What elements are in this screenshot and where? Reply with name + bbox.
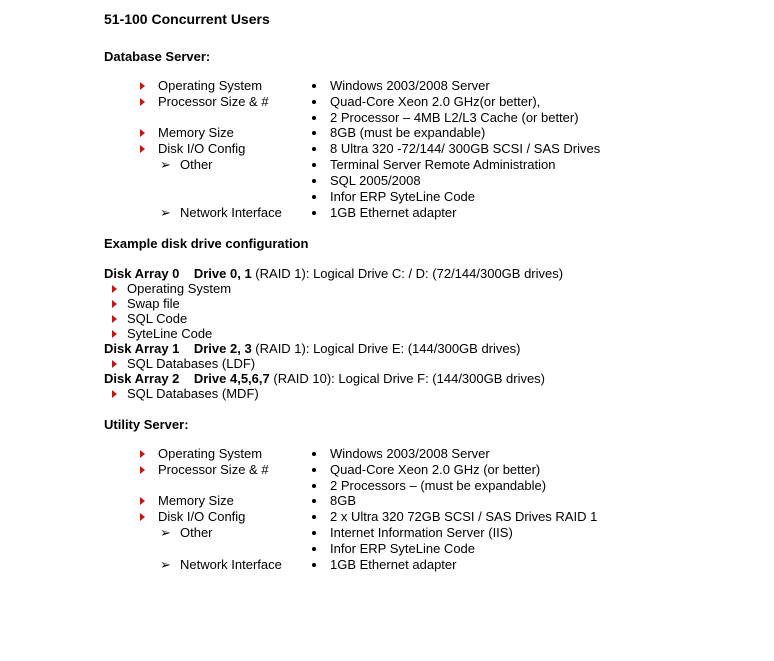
util-label-memory: Memory Size xyxy=(158,493,234,508)
bullet-dot-icon xyxy=(312,163,316,167)
bullet-dot-icon xyxy=(312,131,316,135)
bullet-dot-icon xyxy=(312,563,316,567)
util-value-processor: Quad-Core Xeon 2.0 GHz (or better) xyxy=(330,462,541,477)
bullet-dot-icon xyxy=(312,211,316,215)
util-value-os: Windows 2003/2008 Server xyxy=(330,446,490,461)
disk-array-2-name: Disk Array 2 xyxy=(104,371,180,386)
disk-config-heading: Example disk drive configuration xyxy=(104,236,309,251)
util-label-processor: Processor Size & # xyxy=(158,462,269,477)
util-label-disk: Disk I/O Config xyxy=(158,509,246,524)
triangle-bullet-icon xyxy=(140,145,145,153)
util-value-iis: Internet Information Server (IIS) xyxy=(330,525,513,540)
util-value-processors: 2 Processors – (must be expandable) xyxy=(330,478,547,493)
bullet-dot-icon xyxy=(312,468,316,472)
disk-array-0-name: Disk Array 0 xyxy=(104,266,180,281)
disk-array-0-desc: (RAID 1): Logical Drive C: / D: (72/144/300GB drives) xyxy=(251,266,564,281)
util-value-network: 1GB Ethernet adapter xyxy=(330,557,457,572)
bullet-dot-icon xyxy=(312,484,316,488)
bullet-dot-icon xyxy=(312,147,316,151)
db-label-processor: Processor Size & # xyxy=(158,94,269,109)
triangle-bullet-icon xyxy=(140,513,145,521)
utility-server-heading: Utility Server: xyxy=(104,417,189,432)
bullet-dot-icon xyxy=(312,84,316,88)
page-title: 51-100 Concurrent Users xyxy=(104,11,270,27)
triangle-bullet-icon xyxy=(140,450,145,458)
db-value-sql: SQL 2005/2008 xyxy=(330,173,421,188)
util-label-os: Operating System xyxy=(158,446,263,461)
disk-array-2-line xyxy=(104,371,545,387)
database-server-heading: Database Server: xyxy=(104,49,211,64)
db-label-network: Network Interface xyxy=(180,205,282,220)
db-value-network: 1GB Ethernet adapter xyxy=(330,205,457,220)
triangle-bullet-icon xyxy=(140,497,145,505)
triangle-bullet-icon xyxy=(112,360,117,368)
triangle-bullet-icon xyxy=(112,315,117,323)
disk-array-0-drives: Drive 0, 1 xyxy=(193,266,252,281)
db-label-os: Operating System xyxy=(158,78,263,93)
arrow-bullet-icon: ➢ xyxy=(160,205,171,220)
triangle-bullet-icon xyxy=(112,300,117,308)
util-value-syteline: Infor ERP SyteLine Code xyxy=(330,541,476,556)
disk-array-0-item: SQL Code xyxy=(127,311,188,326)
triangle-bullet-icon xyxy=(112,330,117,338)
db-label-memory: Memory Size xyxy=(158,125,234,140)
disk-array-1-drives: Drive 2, 3 xyxy=(193,341,252,356)
db-value-terminal: Terminal Server Remote Administration xyxy=(330,157,556,172)
disk-array-1-name: Disk Array 1 xyxy=(104,341,180,356)
disk-array-2-desc: (RAID 10): Logical Drive F: (144/300GB drives) xyxy=(269,371,546,386)
bullet-dot-icon xyxy=(312,452,316,456)
disk-array-0-item: Swap file xyxy=(127,296,180,311)
util-label-other: Other xyxy=(180,525,213,540)
triangle-bullet-icon xyxy=(140,129,145,137)
disk-array-0-item: SyteLine Code xyxy=(127,326,213,341)
triangle-bullet-icon xyxy=(140,466,145,474)
disk-array-0-line xyxy=(104,266,563,282)
db-value-os: Windows 2003/2008 Server xyxy=(330,78,490,93)
db-value-memory: 8GB (must be expandable) xyxy=(330,125,486,140)
util-value-disk: 2 x Ultra 320 72GB SCSI / SAS Drives RAID 1 xyxy=(330,509,598,524)
disk-array-2-item: SQL Databases (MDF) xyxy=(127,386,259,401)
bullet-dot-icon xyxy=(312,116,316,120)
util-label-network: Network Interface xyxy=(180,557,282,572)
triangle-bullet-icon xyxy=(112,390,117,398)
bullet-dot-icon xyxy=(312,531,316,535)
arrow-bullet-icon: ➢ xyxy=(160,557,171,572)
bullet-dot-icon xyxy=(312,179,316,183)
bullet-dot-icon xyxy=(312,547,316,551)
db-label-other: Other xyxy=(180,157,213,172)
triangle-bullet-icon xyxy=(140,98,145,106)
arrow-bullet-icon: ➢ xyxy=(160,157,171,172)
triangle-bullet-icon xyxy=(112,285,117,293)
db-value-syteline: Infor ERP SyteLine Code xyxy=(330,189,476,204)
triangle-bullet-icon xyxy=(140,82,145,90)
disk-array-1-item: SQL Databases (LDF) xyxy=(127,356,256,371)
db-label-disk: Disk I/O Config xyxy=(158,141,246,156)
db-value-disk: 8 Ultra 320 -72/144/ 300GB SCSI / SAS Drives xyxy=(330,141,601,156)
disk-array-0-item: Operating System xyxy=(127,281,232,296)
bullet-dot-icon xyxy=(312,515,316,519)
db-value-cache: 2 Processor – 4MB L2/L3 Cache (or better) xyxy=(330,110,579,125)
bullet-dot-icon xyxy=(312,195,316,199)
disk-array-1-line xyxy=(104,341,520,357)
bullet-dot-icon xyxy=(312,499,316,503)
db-value-processor: Quad-Core Xeon 2.0 GHz(or better), xyxy=(330,94,541,109)
disk-array-1-desc: (RAID 1): Logical Drive E: (144/300GB drives) xyxy=(251,341,521,356)
arrow-bullet-icon: ➢ xyxy=(160,525,171,540)
bullet-dot-icon xyxy=(312,100,316,104)
disk-array-2-drives: Drive 4,5,6,7 xyxy=(193,371,270,386)
util-value-memory: 8GB xyxy=(330,493,357,508)
